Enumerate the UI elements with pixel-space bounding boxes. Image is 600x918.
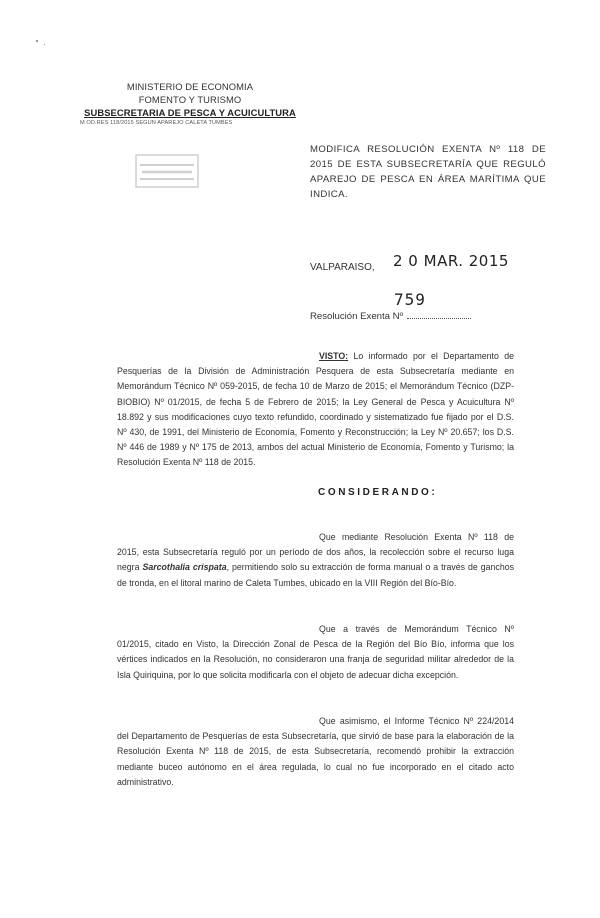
paragraph-3-text: Que asimismo, el Informe Técnico Nº 224/2014 del Departamento de Pesquerías de esta Subsecretaría, que sirvió de base para la elaboración de la Resolución Exenta Nº 118 de 2015, de esta Subsecretaría, recomendó prohibir la extracción mediante buceo autónomo en el área regulada, lo cual no fue incorporado en el citado acto administrativo. xyxy=(117,716,514,787)
place-label: VALPARAISO, xyxy=(310,262,375,273)
ministry-name: MINISTERIO DE ECONOMIA xyxy=(126,81,254,92)
paragraph-1-text: Que mediante Resolución Exenta Nº 118 de 2015, esta Subsecretaría reguló por un período de dos años, la recolección sobre el recurso luga negra xyxy=(117,532,514,573)
visto-label: VISTO: xyxy=(319,351,349,361)
stamp-graphic xyxy=(134,152,200,190)
scan-speck xyxy=(36,40,38,42)
visto-paragraph xyxy=(117,349,514,471)
received-stamp xyxy=(134,152,200,190)
ministry-header xyxy=(80,80,300,128)
considerando-paragraph-1 xyxy=(117,530,514,591)
resolution-label: Resolución Exenta Nº xyxy=(310,311,404,322)
paragraph-2-text: Que a través de Memorándum Técnico Nº 01/2015, citado en Visto, la Dirección Zonal de Pesca de la Región del Bío Bío, informa que los vértices indicados en la Resolución, no consideraron una franja de seguridad militar alrededor de la Isla Quiriquina, por lo que solicita modificarla con el objeto de adecuar dicha excepción. xyxy=(117,624,514,680)
considerando-heading: CONSIDERANDO: xyxy=(318,487,438,498)
paragraph-1-text-end: , permitiendo solo su extracción de forma manual o a través de ganchos de tronda, en el litoral marino de Caleta Tumbes, ubicado en la VIII Región del Bío-Bío. xyxy=(117,562,515,588)
visto-text: Lo informado por el Departamento de Pesquerías de la División de Administración Pesquera de esta Subsecretaría mediante en Memorándum Técnico Nº 059-2015, de fecha 10 de Marzo de 2015; el Memorándum Técnico (DZP-BIOBIO) Nº 01/2015, de fecha 5 de Febrero de 2015; la Ley General de Pesca y Acuicultura Nº 18.892 y sus modificaciones cuyo texto refundido, coordinado y sistematizado fue fijado por el D.S. Nº 430, de 1991, del Ministerio de Economía, Fomento y Reconstrucción; la Ley Nº 20.657; los D.S. Nº 446 de 1989 y Nº 175 de 2013, ambos del actual Ministerio de Economía, Fomento y Turismo; la Resolución Exenta Nº 118 de 2015. xyxy=(117,351,514,468)
document-reference: M OD.RES 118/2015 SEGUN APAREJO CALETA TUMBES xyxy=(80,120,233,126)
resolution-number: 759 xyxy=(394,290,426,309)
resolution-date: 2 0 MAR. 2015 xyxy=(393,252,509,270)
resolution-subject: MODIFICA RESOLUCIÓN EXENTA Nº 118 DE 2015 DE ESTA SUBSECRETARÍA QUE REGULÓ APAREJO DE PESCA EN ÁREA MARÍTIMA QUE INDICA. xyxy=(310,144,546,200)
number-blank-line xyxy=(407,310,471,319)
considerando-paragraph-2 xyxy=(117,622,514,683)
resolution-line xyxy=(310,310,471,322)
scan-speck xyxy=(44,44,45,45)
subsecretaria-name: SUBSECRETARIA DE PESCA Y ACUICULTURA xyxy=(84,107,296,118)
ministry-subtitle: FOMENTO Y TURISMO xyxy=(138,94,242,105)
species-name: Sarcothalia crispata xyxy=(142,562,227,573)
considerando-paragraph-3 xyxy=(117,714,514,790)
